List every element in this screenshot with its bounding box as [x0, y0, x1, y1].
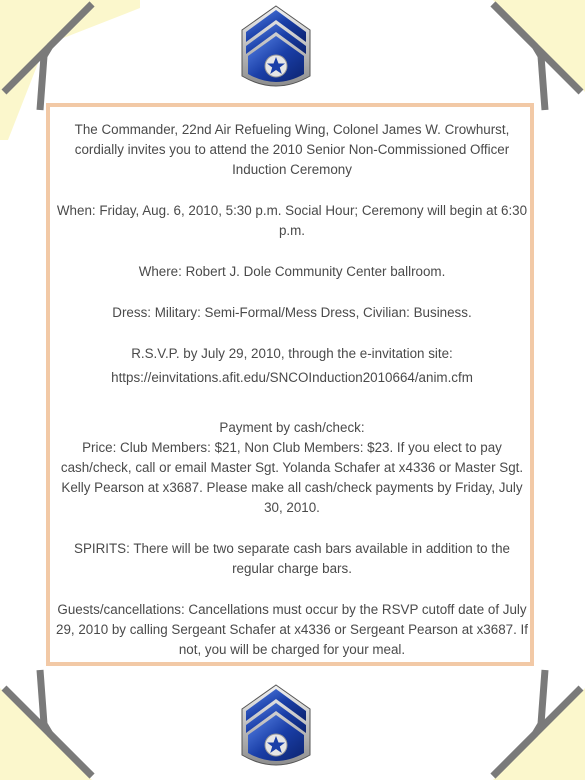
when-text: When: Friday, Aug. 6, 2010, 5:30 p.m. Social Hour; Ceremony will begin at 6:30 p.m.: [56, 203, 528, 238]
spirits-text: SPIRITS: There will be two separate cash bars available in addition to the regular charge bars.: [74, 541, 510, 576]
payment-details: Price: Club Members: $21, Non Club Members: $23. If you elect to pay cash/check, call or email Master Sgt. Yolanda Schafer at x4336 or Master Sgt. Kelly Pearson at x3687. Please make all cash/check payments by Friday, July 30, 2010.: [60, 440, 524, 515]
rsvp-text: R.S.V.P. by July 29, 2010, through the e-invitation site:: [131, 346, 453, 361]
rsvp-section: [52, 344, 532, 388]
invitation-content: [52, 120, 532, 681]
guests-text: Guests/cancellations: Cancellations must occur by the RSVP cutoff date of July 29, 2010 by calling Sergeant Schafer at x4336 or Sergeant Pearson at x3687. If not, you will be charged for your meal.: [56, 602, 528, 657]
dress-text: Dress: Military: Semi-Formal/Mess Dress, Civilian: Business.: [112, 305, 472, 320]
payment-section: [52, 418, 532, 518]
payment-heading: Payment by cash/check:: [219, 420, 365, 435]
smsgt-insignia-icon: [240, 683, 312, 771]
smsgt-insignia-icon: [240, 4, 312, 92]
invitation-text: The Commander, 22nd Air Refueling Wing, Colonel James W. Crowhurst, cordially invites you to attend the 2010 Senior Non-Commissioned Officer Induction Ceremony: [74, 122, 510, 177]
where-text: Where: Robert J. Dole Community Center ballroom.: [138, 264, 446, 279]
rsvp-link[interactable]: https://einvitations.afit.edu/SNCOInduction2010664/anim.cfm: [111, 370, 473, 385]
